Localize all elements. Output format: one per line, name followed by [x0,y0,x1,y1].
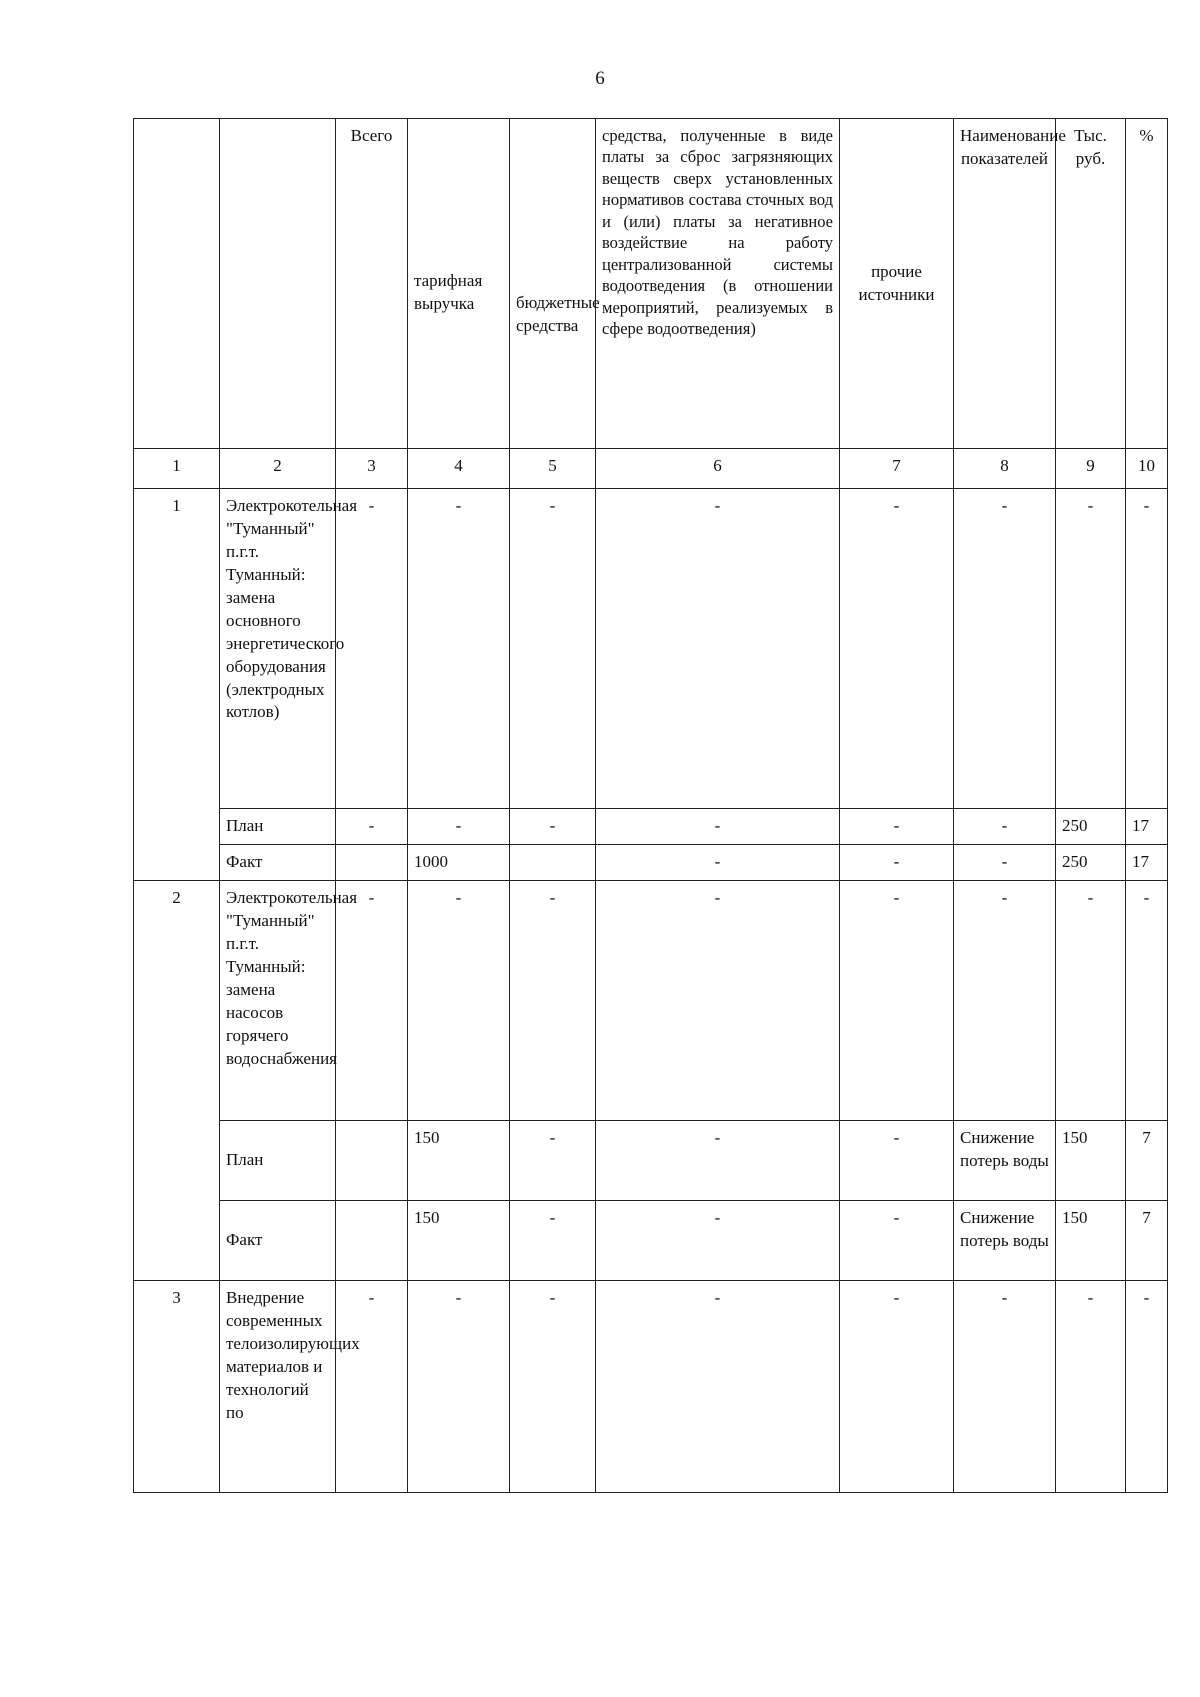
table-cell [336,845,408,881]
table-cell: - [336,489,408,809]
table-cell: 150 [408,1201,510,1281]
table-cell: - [1056,881,1126,1121]
table-cell: - [840,489,954,809]
table-cell: - [840,1201,954,1281]
header-col-1 [134,119,220,449]
header-pollution-fees: средства, полученные в виде платы за сброс загрязняющих веществ сверх установленных нормативов состава сточных вод и (или) платы за негативное воздействие на работу централизованной системы водоотведения (в отношении мероприятий, реализуемых в сфере водоотведения) [596,119,840,449]
header-percent: % [1126,119,1168,449]
table-cell: - [510,1201,596,1281]
table-cell: - [954,489,1056,809]
page-number: 6 [595,68,605,89]
table-cell: 150 [1056,1201,1126,1281]
column-number: 9 [1056,449,1126,489]
fact-label: Факт [220,1201,336,1281]
table-cell: 17 [1126,845,1168,881]
table-cell: 7 [1126,1201,1168,1281]
table-cell: - [954,1281,1056,1493]
table-row [134,881,1168,1121]
column-number: 5 [510,449,596,489]
table-cell: - [840,845,954,881]
table-cell: - [408,1281,510,1493]
table-cell: - [408,809,510,845]
table-cell: - [596,809,840,845]
column-number: 6 [596,449,840,489]
table-cell: - [336,881,408,1121]
header-row [134,119,1168,449]
measure-description: Электрокотельная "Туманный" п.г.т. Туманный: замена насосов горячего водоснабжения [220,881,336,1121]
column-number: 4 [408,449,510,489]
table-cell: 7 [1126,1121,1168,1201]
table-cell: - [336,809,408,845]
table-cell: - [408,489,510,809]
table-cell: - [1126,489,1168,809]
column-number: 1 [134,449,220,489]
table-cell: - [1056,1281,1126,1493]
plan-row [134,809,1168,845]
row-number: 2 [134,881,220,1281]
table-cell: - [596,1201,840,1281]
column-number: 2 [220,449,336,489]
table-cell: 17 [1126,809,1168,845]
table-cell: - [954,881,1056,1121]
header-total: Всего [336,119,408,449]
table-cell: - [510,1281,596,1493]
table-cell: - [596,489,840,809]
measure-description: Электрокотельная "Туманный" п.г.т. Туманный: замена основного энергетического оборудования (электродных котлов) [220,489,336,809]
table-cell [336,1121,408,1201]
column-number: 3 [336,449,408,489]
table-cell: 250 [1056,845,1126,881]
row-number: 1 [134,489,220,881]
fact-row [134,1201,1168,1281]
table-cell: - [1126,1281,1168,1493]
table-cell: - [510,809,596,845]
column-number: 10 [1126,449,1168,489]
table-cell: 150 [1056,1121,1126,1201]
table-row [134,489,1168,809]
fact-row [134,845,1168,881]
column-numbers-row [134,449,1168,489]
header-other-sources: прочие источники [840,119,954,449]
header-tariff-revenue: тарифная выручка [408,119,510,449]
plan-label: План [220,809,336,845]
table-cell [336,1201,408,1281]
table-cell: - [510,1121,596,1201]
table-cell: - [1056,489,1126,809]
column-number: 7 [840,449,954,489]
table-cell: Снижение потерь воды [954,1201,1056,1281]
plan-row [134,1121,1168,1201]
header-thousand-rub: Тыс. руб. [1056,119,1126,449]
table-cell: - [510,881,596,1121]
table-cell: Снижение потерь воды [954,1121,1056,1201]
header-indicator-name: Наименование показателей [954,119,1056,449]
table-cell: - [954,809,1056,845]
table-cell: - [336,1281,408,1493]
table-cell: - [840,881,954,1121]
table-cell: - [596,1121,840,1201]
row-number: 3 [134,1281,220,1493]
table-cell [510,845,596,881]
table-cell: 1000 [408,845,510,881]
table-cell: - [596,881,840,1121]
header-col-2 [220,119,336,449]
table-cell: - [954,845,1056,881]
investment-table [133,118,1168,1493]
table-cell: - [510,489,596,809]
table-cell: - [840,809,954,845]
table-row [134,1281,1168,1493]
header-budget-funds: бюджетные средства [510,119,596,449]
column-number: 8 [954,449,1056,489]
table-cell: - [1126,881,1168,1121]
table-cell: - [840,1121,954,1201]
table-cell: - [596,845,840,881]
table-cell: - [408,881,510,1121]
table-cell: 150 [408,1121,510,1201]
table-cell: - [840,1281,954,1493]
fact-label: Факт [220,845,336,881]
plan-label: План [220,1121,336,1201]
table-cell: - [596,1281,840,1493]
table-cell: 250 [1056,809,1126,845]
measure-description: Внедрение современных телоизолирующих материалов и технологий по [220,1281,336,1493]
